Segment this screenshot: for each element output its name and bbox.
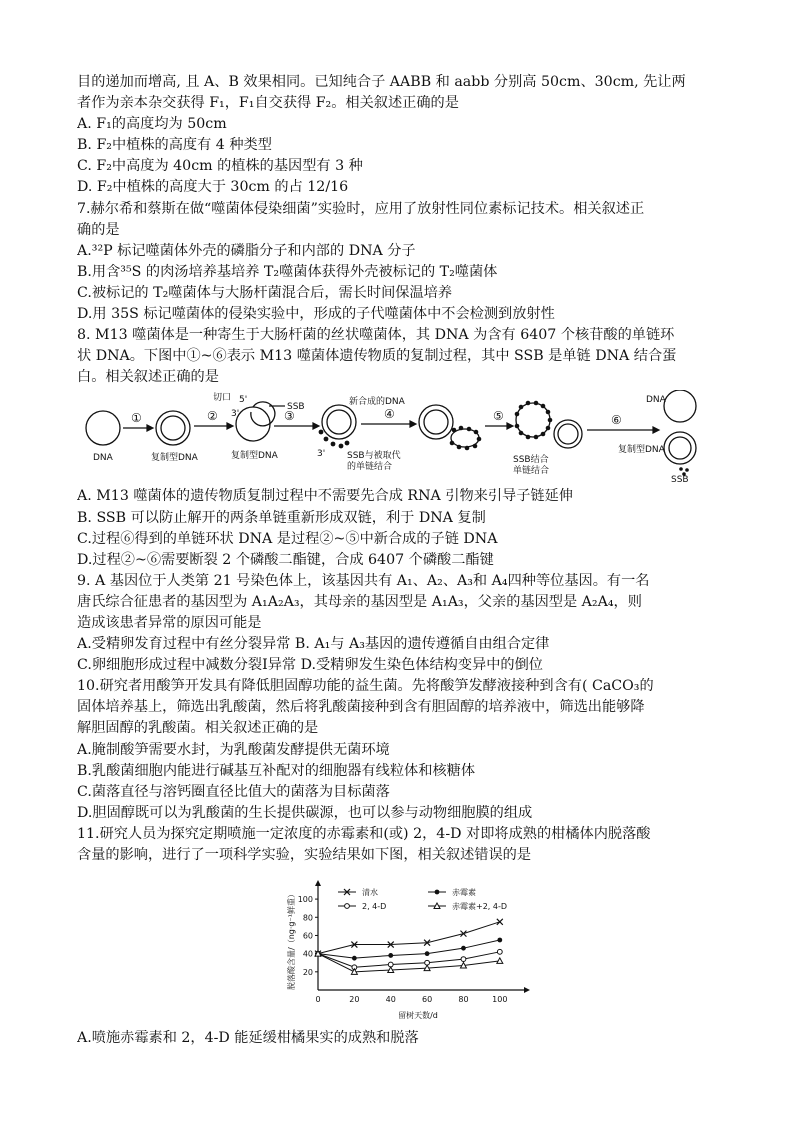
data-point (461, 957, 466, 962)
y-axis-arrow (315, 880, 321, 886)
text-line: 解胆固醇的乳酸菌。相关叙述正确的是 (77, 720, 319, 737)
circle-dna (86, 411, 120, 445)
x-tick-label: 0 (315, 995, 321, 1005)
text-line: C.被标记的 T₂噬菌体与大肠杆菌混合后，需长时间保温培养 (77, 284, 453, 301)
label-step2: ② (207, 409, 218, 424)
text-line: B. F₂中植株的高度有 4 种类型 (77, 137, 272, 154)
series-line (318, 954, 500, 972)
label-step3: ③ (284, 409, 295, 424)
text-line: 8. M13 噬菌体是一种寄生于大肠杆菌的丝状噬菌体，其 DNA 为含有 6407 个核苷酸的单链环 (77, 327, 675, 344)
data-point (460, 931, 466, 937)
label-rf2: 复制型DNA (231, 451, 278, 462)
legend-marker (345, 904, 350, 909)
label-step1: ① (131, 411, 142, 426)
text-line: C.卵细胞形成过程中减数分裂Ⅰ异常 D.受精卵发生染色体结构变异中的倒位 (77, 657, 543, 674)
label-ssb-replace-2: 的单链结合 (347, 462, 393, 473)
label-three-top: 3' (231, 409, 240, 420)
legend-label: 赤霉素+2, 4-D (452, 902, 508, 912)
y-axis-label: 脱落酸含量/（ng·g⁻¹鲜重） (287, 890, 296, 991)
text-line: B.乳酸菌细胞内能进行碱基互补配对的细胞器有线粒体和核糖体 (77, 762, 476, 779)
text-line: D. F₂中植株的高度大于 30cm 的占 12/16 (77, 179, 349, 196)
text-line: A.腌制酸笋需要水封，为乳酸菌发酵提供无菌环境 (77, 741, 390, 758)
legend-marker (435, 890, 440, 895)
text-line: 固体培养基上，筛选出乳酸菌，然后将乳酸菌接种到含有胆固醇的培养液中，筛选出能够降 (77, 699, 645, 716)
text-line: 确的是 (77, 221, 120, 238)
label-rf1: 复制型DNA (151, 453, 198, 464)
text-line: A.喷施赤霉素和 2，4-D 能延缓柑橘果实的成熟和脱落 (77, 1030, 419, 1047)
text-line: C.菌落直径与溶钙圈直径比值大的菌落为目标菌落 (77, 783, 390, 800)
label-ssb-right: SSB (671, 475, 689, 483)
text-line: A.³²P 标记噬菌体外壳的磷脂分子和内部的 DNA 分子 (77, 242, 416, 259)
exam-page (77, 72, 722, 1049)
text-line: 10.研究者用酸笋开发具有降低胆固醇功能的益生菌。先将酸笋发酵液接种到含有( CaCO₃的 (77, 678, 654, 695)
text-line: A. M13 噬菌体的遗传物质复制过程中不需要先合成 RNA 引物来引导子链延伸 (77, 488, 573, 505)
text-line: D.用 35S 标记噬菌体的侵染实验中，形成的子代噬菌体中不会检测到放射性 (77, 306, 555, 323)
text-line: 状 DNA。下图中①~⑥表示 M13 噬菌体遗传物质的复制过程，其中 SSB 是单链 DNA 结合蛋 (77, 348, 677, 365)
label-cut: 切口 (213, 393, 232, 404)
text-line: 11.研究人员为探究定期喷施一定浓度的赤霉素和(或) 2，4-D 对即将成熟的柑橘体内脱落酸 (77, 825, 651, 842)
text-line: A.受精卵发育过程中有丝分裂异常 B. A₁与 A₃基因的遗传遵循自由组合定律 (77, 636, 550, 653)
x-tick-label: 80 (458, 995, 469, 1005)
data-point (461, 946, 466, 951)
abscisic-acid-chart (272, 874, 572, 1022)
label-dna-left: DNA (93, 453, 113, 464)
data-point (497, 958, 503, 964)
y-tick-label: 100 (297, 895, 313, 905)
label-three-bot: 3' (317, 449, 326, 460)
label-rf-right: 复制型DNA (618, 445, 665, 456)
y-tick-label: 40 (302, 949, 313, 959)
x-tick-label: 100 (492, 995, 508, 1005)
label-ssb-replace-1: SSB与被取代 (347, 451, 401, 462)
text-block-c (77, 1028, 722, 1049)
text-line: 造成该患者异常的原因可能是 (77, 614, 262, 631)
data-point (425, 951, 430, 956)
text-line: 白。相关叙述正确的是 (77, 369, 219, 386)
label-step6: ⑥ (611, 413, 622, 428)
label-dna-right: DNA (646, 395, 666, 406)
text-line: B.用含³⁵S 的肉汤培养基培养 T₂噬菌体获得外壳被标记的 T₂噬菌体 (77, 263, 498, 280)
label-new-dna: 新合成的DNA (349, 397, 405, 408)
text-line: C.过程⑥得到的单链环状 DNA 是过程②~⑤中新合成的子链 DNA (77, 530, 498, 547)
text-line: 含量的影响，进行了一项科学实验，实验结果如下图，相关叙述错误的是 (77, 847, 532, 863)
x-tick-label: 40 (385, 995, 396, 1005)
circle-dna-right (664, 390, 696, 422)
legend-label: 2, 4-D (362, 902, 387, 912)
m13-replication-figure (81, 390, 721, 482)
legend-label: 赤霉素 (452, 888, 476, 898)
text-line: 者作为亲本杂交获得 F₁，F₁自交获得 F₂。相关叙述正确的是 (77, 95, 459, 112)
label-step4: ④ (384, 407, 395, 422)
text-line: C. F₂中高度为 40cm 的植株的基因型有 3 种 (77, 158, 363, 175)
label-five: 5' (239, 395, 248, 406)
text-line: 9. A 基因位于人类第 21 号染色体上，该基因共有 A₁、A₂、A₃和 A₄四种等位基因。有一名 (77, 572, 650, 589)
label-ssb-bind-1: SSB结合 (513, 455, 549, 466)
data-point (388, 953, 393, 958)
text-line: D.胆固醇既可以为乳酸菌的生长提供碳源，也可以参与动物细胞膜的组成 (77, 804, 533, 821)
data-point (497, 938, 502, 943)
label-ssb: SSB (287, 402, 305, 413)
text-block-b (77, 486, 722, 866)
label-ssb-bind-2: 单链结合 (513, 466, 550, 477)
x-axis-label: 留树天数/d (398, 1011, 438, 1021)
text-line: B. SSB 可以防止解开的两条单链重新形成双链，利于 DNA 复制 (77, 509, 486, 526)
legend-label: 清水 (362, 888, 378, 898)
text-line: 唐氏综合征患者的基因型为 A₁A₂A₃，其母亲的基因型是 A₁A₃，父亲的基因型是 A₂A₄，则 (77, 593, 642, 610)
data-point (497, 950, 502, 955)
text-line: D.过程②~⑥需要断裂 2 个磷酸二酯键，合成 6407 个磷酸二酯键 (77, 551, 494, 568)
x-tick-label: 60 (421, 995, 433, 1005)
series-line (318, 940, 500, 958)
text-block-a (77, 72, 722, 388)
data-point (497, 919, 503, 925)
series-line (318, 922, 500, 954)
y-tick-label: 80 (302, 913, 313, 923)
label-step5: ⑤ (493, 409, 504, 424)
text-line: 目的递加而增高, 且 A、B 效果相同。已知纯合子 AABB 和 aabb 分别高 50cm、30cm, 先让两 (77, 74, 686, 90)
data-point (352, 956, 357, 961)
x-axis-arrow (524, 987, 530, 993)
x-tick-label: 20 (349, 995, 360, 1005)
y-tick-label: 60 (302, 931, 313, 941)
text-line: A. F₁的高度均为 50cm (77, 116, 227, 133)
y-tick-label: 20 (302, 967, 313, 977)
text-line: 7.赫尔希和蔡斯在做“噬菌体侵染细菌”实验时，应用了放射性同位素标记技术。相关叙述正 (77, 200, 645, 217)
circle-rf2 (236, 407, 270, 441)
